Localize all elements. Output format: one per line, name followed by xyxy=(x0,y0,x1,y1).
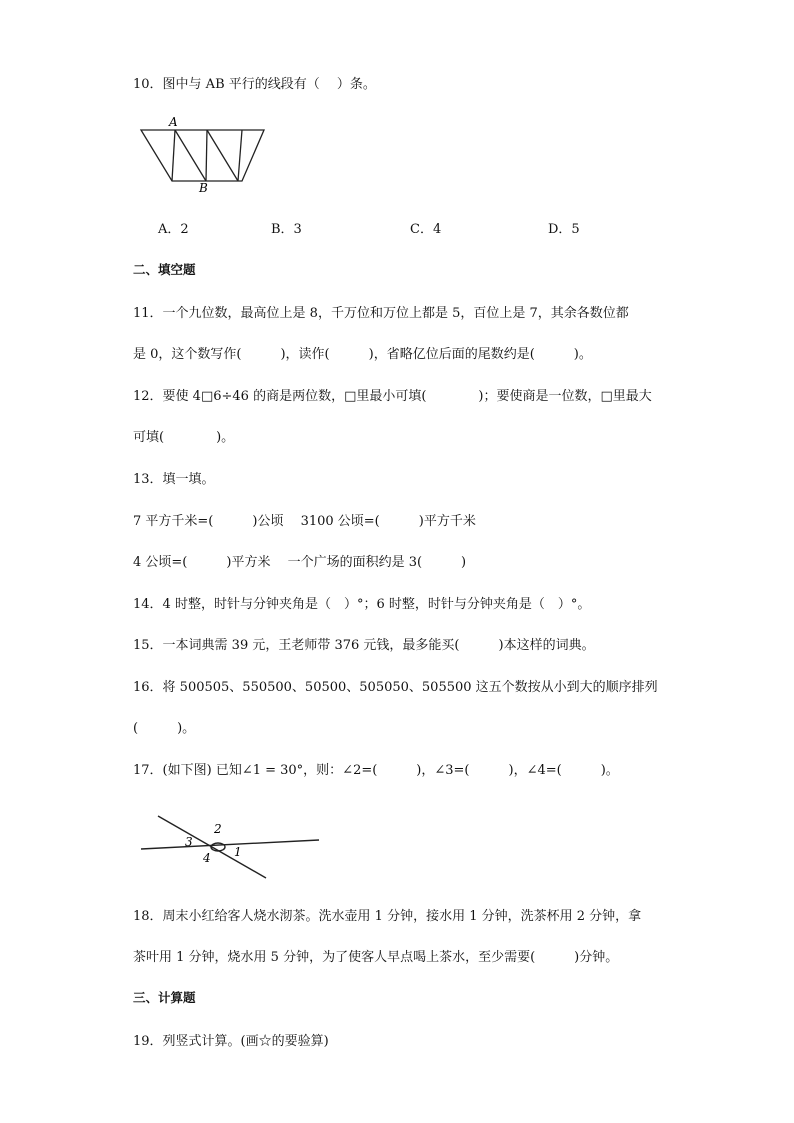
section-heading-calculation: 三、计算题 xyxy=(133,990,196,1005)
question-11-line1: 11．一个九位数，最高位上是 8，千万位和万位上都是 5，百位上是 7，其余各数位都 xyxy=(133,306,629,321)
choice-b: B．3 xyxy=(271,222,302,237)
segment xyxy=(206,130,207,181)
trapezoid-figure xyxy=(135,112,270,194)
question-16-line2: ( )。 xyxy=(133,721,196,736)
question-17-text: 17．(如下图) 已知∠1 = 30°，则：∠2=( )，∠3=( )，∠4=( )。 xyxy=(133,763,619,778)
choice-c: C．4 xyxy=(410,222,442,237)
segment xyxy=(172,130,175,181)
angle-label-4: 4 xyxy=(203,851,211,865)
angles-figure xyxy=(138,812,324,884)
question-16-line1: 16．将 500505、550500、50500、505050、505500 这五个数按从小到大的顺序排列 xyxy=(133,680,658,695)
section-heading-fill-blank: 二、填空题 xyxy=(133,262,196,277)
segment xyxy=(207,130,238,181)
line-horizontal xyxy=(141,840,319,849)
question-12-line1: 12．要使 4□6÷46 的商是两位数，□里最小可填( )；要使商是一位数，□里最大 xyxy=(133,389,652,404)
point-label-a: A xyxy=(169,115,178,129)
choice-a: A．2 xyxy=(158,222,189,237)
question-13-line1: 7 平方千米=( )公顷 3100 公顷=( )平方千米 xyxy=(133,514,476,529)
segment xyxy=(175,130,206,181)
question-18-line1: 18．周末小红给客人烧水沏茶。洗水壶用 1 分钟，接水用 1 分钟，洗茶杯用 2 分钟，拿 xyxy=(133,909,642,924)
question-14: 14．4 时整，时针与分钟夹角是（ ）°；6 时整，时针与分钟夹角是（ ）°。 xyxy=(133,597,591,612)
segment xyxy=(238,130,242,181)
point-label-b: B xyxy=(199,181,208,194)
question-13-line2: 4 公顷=( )平方米 一个广场的面积约是 3( ) xyxy=(133,555,467,570)
angle-label-2: 2 xyxy=(214,822,222,836)
trapezoid-outline xyxy=(141,130,264,181)
question-12-line2: 可填( )。 xyxy=(133,430,235,445)
angle-label-3: 3 xyxy=(185,835,193,849)
question-19: 19．列竖式计算。(画☆的要验算) xyxy=(133,1034,329,1049)
question-15: 15．一本词典需 39 元，王老师带 376 元钱，最多能买( )本这样的词典。 xyxy=(133,638,595,653)
question-10-text: 10．图中与 AB 平行的线段有（ ）条。 xyxy=(133,77,376,92)
choice-d: D．5 xyxy=(548,222,580,237)
question-18-line2: 茶叶用 1 分钟，烧水用 5 分钟，为了使客人早点喝上茶水，至少需要( )分钟。 xyxy=(133,950,619,965)
question-11-line2: 是 0，这个数写作( )，读作( )，省略亿位后面的尾数约是( )。 xyxy=(133,347,592,362)
question-13-title: 13．填一填。 xyxy=(133,472,215,487)
angle-label-1: 1 xyxy=(234,845,242,859)
